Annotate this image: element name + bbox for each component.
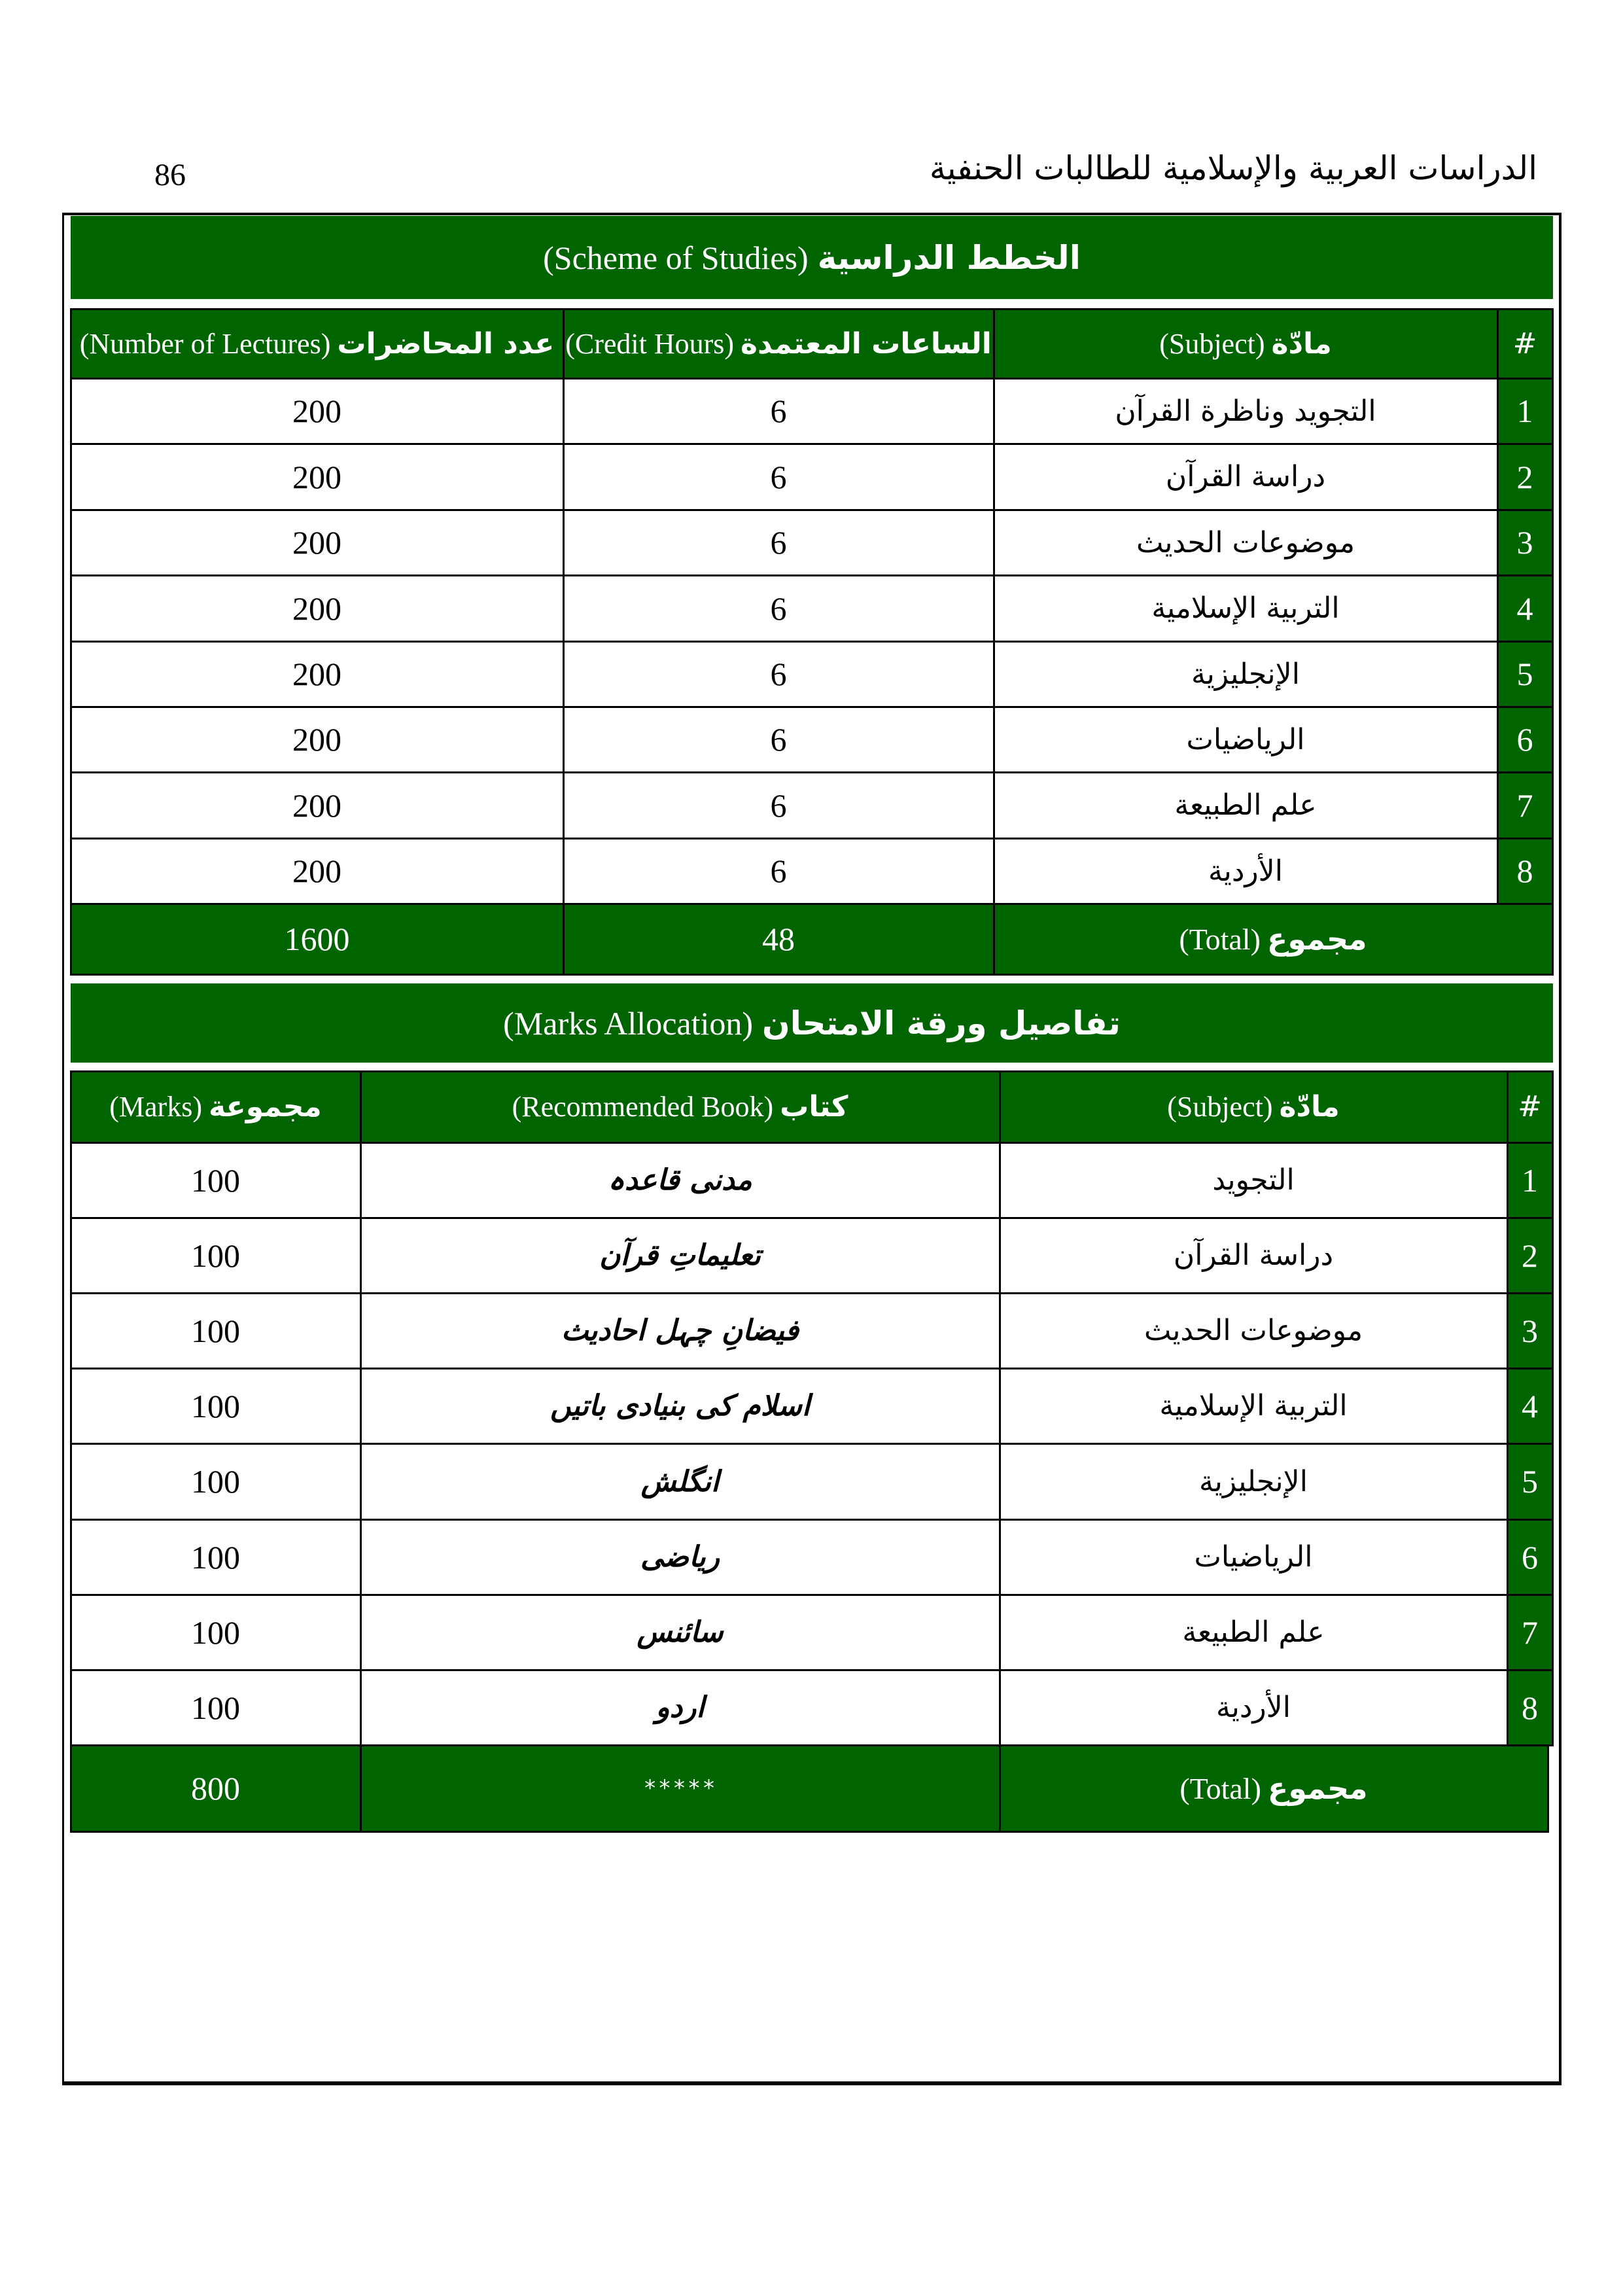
header-credit-en: (Credit Hours) [565,327,735,360]
index-cell: 7 [1497,771,1554,839]
marks-title-band [71,983,1553,1063]
subject-cell: علم الطبيعة [993,771,1499,839]
header-marks-ar: مجموعة [208,1090,322,1123]
total-book-placeholder: ***** [360,1744,1001,1833]
header-book [360,1070,1001,1144]
credit-hours-cell: 6 [563,771,995,839]
header-lectures [70,308,565,380]
lectures-cell: 200 [70,771,565,839]
header-credit-ar: الساعات المعتمدة [741,327,992,361]
index-cell: 7 [1507,1594,1554,1671]
marks-cell: 100 [70,1594,362,1671]
book-cell: انگلش [360,1443,1001,1521]
book-cell: اسلام کی بنیادی باتیں [360,1368,1001,1445]
book-cell: تعلیماتِ قرآن [360,1217,1001,1294]
total-label [993,903,1554,976]
header-subject [993,308,1499,380]
subject-cell: دراسة القرآن [999,1217,1509,1294]
header-subject-en: (Subject) [1159,327,1265,360]
index-cell: 3 [1497,509,1554,576]
credit-hours-cell: 6 [563,509,995,576]
index-cell: 1 [1497,378,1554,445]
credit-hours-cell: 6 [563,641,995,708]
lectures-cell: 200 [70,378,565,445]
marks-cell: 100 [70,1443,362,1521]
book-cell: مدنی قاعدہ [360,1142,1001,1219]
total-marks: 800 [70,1744,362,1833]
scheme-title-ar: الخطط الدراسية [817,238,1081,277]
header-subject-en: (Subject) [1167,1091,1273,1123]
index-cell: 6 [1507,1519,1554,1596]
credit-hours-cell: 6 [563,706,995,773]
subject-cell: الإنجليزية [993,641,1499,708]
book-cell: فیضانِ چہل احادیث [360,1292,1001,1369]
subject-cell: الرياضيات [993,706,1499,773]
marks-cell: 100 [70,1368,362,1445]
index-cell: 8 [1507,1669,1554,1746]
total-credit-hours: 48 [563,903,995,976]
subject-cell: الأردية [993,838,1499,905]
subject-cell: الرياضيات [999,1519,1509,1596]
total-lectures: 1600 [70,903,565,976]
header-index: # [1507,1070,1554,1144]
header-index: # [1497,308,1554,380]
lectures-cell: 200 [70,574,565,643]
header-book-en: (Recommended Book) [512,1091,774,1123]
header-marks-en: (Marks) [109,1091,202,1123]
subject-cell: التجويد [999,1142,1509,1219]
index-cell: 2 [1507,1217,1554,1294]
scheme-title-band [71,216,1553,299]
subject-cell: الإنجليزية [999,1443,1509,1521]
marks-cell: 100 [70,1217,362,1294]
marks-title-en: (Marks Allocation) [503,1004,754,1042]
header-book-ar: كتاب [780,1090,848,1123]
index-cell: 4 [1507,1368,1554,1445]
index-cell: 3 [1507,1292,1554,1369]
book-cell: اردو [360,1669,1001,1746]
running-head: الدراسات العربية والإسلامية للطالبات الحنفية [929,149,1537,187]
total-label-ar: مجموع [1267,1771,1368,1806]
credit-hours-cell: 6 [563,574,995,643]
index-cell: 2 [1497,443,1554,511]
marks-title-ar: تفاصيل ورقة الامتحان [762,1004,1121,1042]
lectures-cell: 200 [70,838,565,905]
subject-cell: موضوعات الحديث [993,509,1499,576]
index-cell: 8 [1497,838,1554,905]
index-cell: 1 [1507,1142,1554,1219]
subject-cell: التربية الإسلامية [993,574,1499,643]
header-subject [999,1070,1509,1144]
total-label-en: (Total) [1179,1771,1261,1805]
header-subject-ar: مادّة [1279,1090,1340,1123]
header-credit-hours [563,308,995,380]
subject-cell: علم الطبيعة [999,1594,1509,1671]
marks-cell: 100 [70,1292,362,1369]
index-cell: 6 [1497,706,1554,773]
total-label-ar: مجموع [1266,921,1367,957]
header-lectures-ar: عدد المحاضرات [337,327,555,361]
page-number: 86 [154,158,186,192]
lectures-cell: 200 [70,443,565,511]
credit-hours-cell: 6 [563,443,995,511]
subject-cell: التجويد وناظرة القرآن [993,378,1499,445]
total-label [999,1744,1549,1833]
subject-cell: الأردية [999,1669,1509,1746]
credit-hours-cell: 6 [563,838,995,905]
marks-cell: 100 [70,1519,362,1596]
index-cell: 4 [1497,574,1554,643]
lectures-cell: 200 [70,641,565,708]
marks-cell: 100 [70,1669,362,1746]
marks-cell: 100 [70,1142,362,1219]
header-subject-ar: مادّة [1271,327,1332,361]
header-lectures-en: (Number of Lectures) [79,327,331,360]
index-cell: 5 [1507,1443,1554,1521]
lectures-cell: 200 [70,509,565,576]
total-label-en: (Total) [1179,922,1261,956]
credit-hours-cell: 6 [563,378,995,445]
lectures-cell: 200 [70,706,565,773]
subject-cell: موضوعات الحديث [999,1292,1509,1369]
header-marks [70,1070,362,1144]
scheme-title-en: (Scheme of Studies) [543,239,809,276]
book-cell: سائنس [360,1594,1001,1671]
subject-cell: دراسة القرآن [993,443,1499,511]
subject-cell: التربية الإسلامية [999,1368,1509,1445]
book-cell: ریاضی [360,1519,1001,1596]
index-cell: 5 [1497,641,1554,708]
